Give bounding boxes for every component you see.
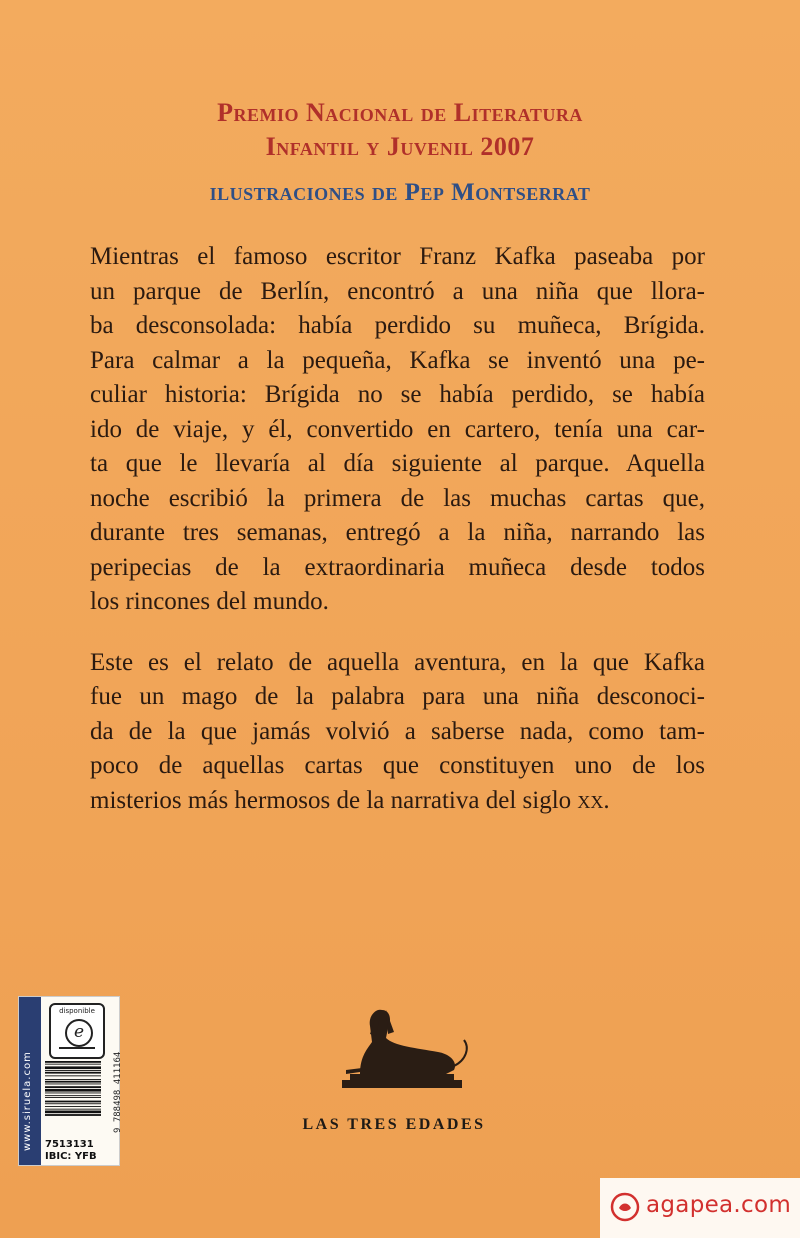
- barcode-bar: [45, 1075, 101, 1076]
- code-line-1: 7513131: [45, 1139, 94, 1150]
- sphinx-icon: [320, 996, 480, 1092]
- barcode-bar: [45, 1064, 101, 1065]
- blurb-line: noche escribió la primera de las muchas cartas que,: [90, 484, 705, 512]
- blurb-line: da de la que jamás volvió a saberse nada, como tam-: [90, 717, 705, 745]
- century-numeral: xx: [577, 786, 604, 814]
- agapea-logo-icon: [610, 1192, 640, 1222]
- isbn-digits: 9 788498 411164: [113, 1051, 123, 1133]
- illustrations-credit: ilustraciones de Pep Montserrat: [209, 179, 591, 206]
- barcode-bar: [45, 1070, 101, 1071]
- barcode-bar: [45, 1079, 101, 1080]
- barcode-bar: [45, 1095, 101, 1096]
- blurb-paragraph-1: [90, 240, 705, 620]
- ebook-e-icon: e: [65, 1019, 93, 1047]
- barcode-bar: [45, 1061, 101, 1063]
- blurb-line: ba desconsolada: había perdido su muñeca, Brígida.: [90, 312, 705, 339]
- barcode-bar: [45, 1103, 101, 1104]
- blurb-line: un parque de Berlín, encontró a una niña que llora-: [90, 277, 705, 305]
- watermark-text: agapea.com: [646, 1192, 792, 1218]
- blurb-line: ta que le llevaría al día siguiente al parque. Aquella: [90, 450, 705, 477]
- blurb-paragraph-2: [90, 646, 705, 819]
- blurb-line: los rincones del mundo.: [90, 588, 329, 615]
- blurb-line: Mientras el famoso escritor Franz Kafka paseaba por: [90, 243, 705, 270]
- award-heading: [0, 96, 800, 164]
- barcode-bar: [45, 1111, 101, 1114]
- barcode-bar: [45, 1097, 101, 1098]
- ebook-available-badge: [49, 1003, 105, 1059]
- blurb-line: poco de aquellas cartas que constituyen uno de los: [90, 752, 705, 779]
- award-line-1: Premio Nacional de Literatura: [217, 98, 583, 127]
- barcode-bar: [45, 1101, 101, 1103]
- ibic-code: IBIC: YFB: [45, 1151, 97, 1162]
- blurb-line: peripecias de la extraordinaria muñeca desde todos: [90, 553, 705, 581]
- barcode-bar: [45, 1084, 101, 1085]
- barcode-bar: [45, 1093, 101, 1094]
- barcode-bar: [45, 1086, 101, 1088]
- barcode-bar: [45, 1106, 101, 1107]
- barcode-bar: [45, 1089, 101, 1092]
- blurb-paragraph-2-last-line: misterios más hermosos de la narrativa del siglo xx.: [90, 786, 610, 814]
- publisher-url: www.siruela.com: [22, 1051, 33, 1151]
- blurb-line: durante tres semanas, entregó a la niña, narrando las: [90, 519, 705, 546]
- blurb-line: Para calmar a la pequeña, Kafka se inventó una pe-: [90, 346, 705, 374]
- availability-label: disponible: [59, 1007, 95, 1015]
- blurb-line: fue un mago de la palabra para una niña desconoci-: [90, 683, 705, 710]
- blurb: [90, 240, 705, 818]
- award-line-2: Infantil y Juvenil 2007: [265, 132, 535, 161]
- blurb-line: ido de viaje, y él, convertido en cartero, tenía una car-: [90, 415, 705, 443]
- watermark[interactable]: [600, 1178, 800, 1238]
- barcode-bar: [45, 1072, 101, 1074]
- barcode-box: [18, 996, 123, 1166]
- barcode-bar: [45, 1066, 101, 1069]
- barcode-bar: [45, 1109, 101, 1110]
- collection-name: LAS TRES EDADES: [302, 1116, 486, 1133]
- barcode-bar: [45, 1081, 101, 1083]
- blurb-line: culiar historia: Brígida no se había perdido, se había: [90, 381, 705, 408]
- open-book-icon: [59, 1047, 95, 1055]
- internal-codes: [45, 1139, 97, 1163]
- publisher-strip: [19, 997, 41, 1165]
- blurb-line: Este es el relato de aquella aventura, en la que Kafka: [90, 648, 705, 676]
